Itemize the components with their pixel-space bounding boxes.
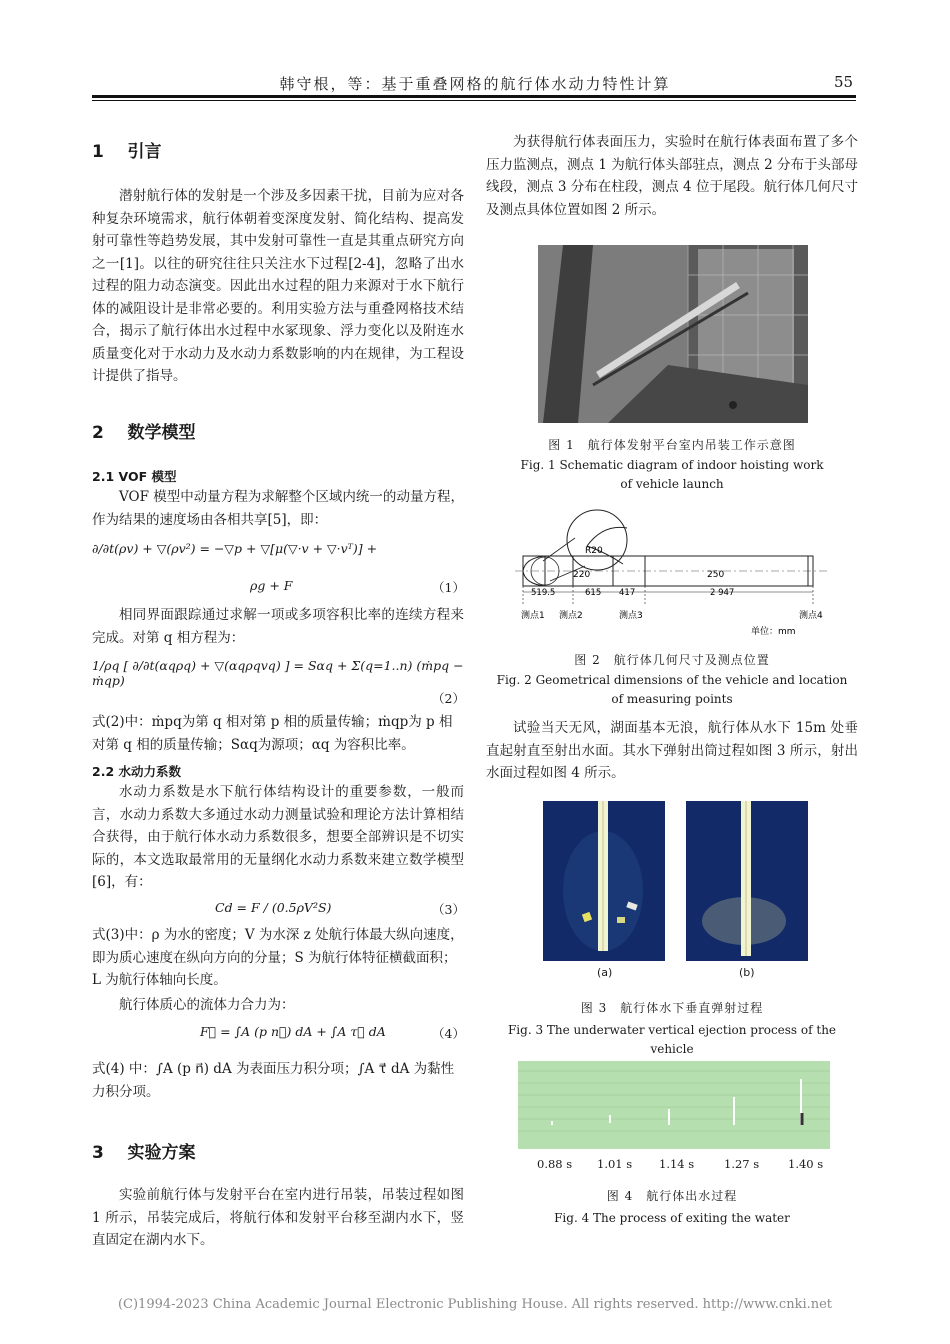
figure-2-diagram [515, 506, 830, 641]
section-1-heading [92, 137, 162, 162]
measuring-point-2: 测点2 [559, 611, 583, 621]
figure-1-caption-cn: 图 1 航行体发射平台室内吊装工作示意图 [548, 438, 796, 452]
equation-4-explanation: 式(4) 中：∫A (p n⃗) dA 为表面压力积分项；∫A τ⃗ dA 为黏性力积分项。 [92, 1061, 455, 1100]
equation-2-explanation: 式(2)中：ṁpq为第 q 相对第 p 相的质量传输；ṁqp为 p 相对第 q 相的质量传输；Sαq为源项；αq 为容积比率。 [92, 714, 453, 753]
figure-2-caption-cn: 图 2 航行体几何尺寸及测点位置 [574, 653, 770, 667]
hoisting-workshop-illustration [538, 245, 808, 423]
section-3-heading [92, 1138, 196, 1163]
unit-label: 单位：mm [751, 627, 796, 637]
equation-1-line-b: ρg + F [250, 578, 293, 593]
section-title: 实验方案 [127, 1143, 196, 1163]
page-number: 55 [834, 73, 854, 91]
section-number: 2 [92, 423, 104, 443]
figure-4-photo-strip [518, 1061, 830, 1149]
vof-paragraph: VOF 模型中动量方程为求解整个区域内统一的动量方程，作为结果的速度场由各相共享[5]，即： [92, 489, 464, 528]
equation-4: F⃗ = ∫A (p n⃗) dA + ∫A τ⃗ dA [200, 1024, 386, 1039]
experiment-paragraph-1: 实验前航行体与发射平台在室内进行吊装，吊装过程如图 1 所示，吊装完成后，将航行体和发射平台移至湖内水下，竖直固定在湖内水下。 [92, 1187, 464, 1248]
intro-paragraph: 潜射航行体的发射是一个涉及多因素干扰，目前为应对各种复杂环境需求，航行体朝着变深度发射、简化结构、提高发射可靠性等趋势发展，其中发射可靠性一直是其重点研究方向之一[1]。以往的研究往往只关注水下过程[2-4]，忽略了出水过程的阻力动态演变。因此出水过程的阻力来源对于水下航行体的减阻设计是非常必要的。利用实验方法与重叠网格技术结合，揭示了航行体出水过程中水冢现象、浮力变化以及附连水质量变化对于水动力及水动力系数影响的内在规律，为工程设计提供了指导。 [92, 188, 464, 384]
time-label: 0.88 s [537, 1157, 573, 1171]
figure-3a-photo [543, 801, 665, 961]
figure-3b-label: (b) [739, 966, 755, 979]
equation-3-number: （3） [432, 902, 465, 917]
measuring-point-3: 测点3 [619, 611, 643, 621]
continuity-paragraph: 相同界面跟踪通过求解一项或多项容积比率的连续方程来完成。对第 q 相方程为： [92, 607, 464, 646]
figure-3-caption-cn: 图 3 航行体水下垂直弹射过程 [580, 1001, 764, 1015]
figure-3-caption-en: Fig. 3 The underwater vertical ejection process of the vehicle [507, 1023, 837, 1056]
section-number: 3 [92, 1143, 104, 1163]
subsection-2-1: 2.1 VOF 模型 [92, 469, 177, 484]
coefficient-paragraph: 水动力系数是水下航行体结构设计的重要参数，一般而言，水动力系数大多通过水动力测量试验和理论方法计算相结合获得，由于航行体水动力系数很多，想要全部辨识是不切实际的，本文选取最常用的无量纲化水动力系数来建立数学模型[6]，有： [92, 784, 464, 890]
section-2-heading [92, 418, 196, 443]
time-label: 1.40 s [788, 1157, 824, 1171]
measuring-point-1: 测点1 [521, 611, 545, 621]
measuring-point-4: 测点4 [799, 611, 823, 621]
time-label: 1.01 s [597, 1157, 633, 1171]
copyright-footer: (C)1994-2023 China Academic Journal Electronic Publishing House. All rights reserved. http://www.cnki.net [117, 1297, 833, 1312]
dimension-220: 220 [573, 570, 591, 580]
pressure-points-paragraph: 为获得航行体表面压力，实验时在航行体表面布置了多个压力监测点，测点 1 为航行体头部驻点，测点 2 分布于头部母线段，测点 3 分布在柱段，测点 4 位于尾段。航行体几何尺寸及测点具体位置如图 2 所示。 [486, 134, 858, 218]
equation-1-line-a: ∂/∂t(ρv) + ▽(ρv²) = −▽p + ▽[μ(▽·v + ▽·vᵀ)] + [92, 541, 378, 556]
length-417: 417 [619, 588, 636, 598]
equation-3: Cd = F / (0.5ρV²S) [215, 900, 332, 915]
launch-description-paragraph: 试验当天无风，湖面基本无浪，航行体从水下 15m 处垂直起射直至射出水面。其水下弹射出筒过程如图 3 所示，射出水面过程如图 4 所示。 [486, 720, 858, 781]
section-title: 数学模型 [127, 423, 196, 443]
running-header-title: 韩守根，等：基于重叠网格的航行体水动力特性计算 [279, 75, 671, 93]
length-519: 519.5 [531, 588, 556, 598]
figure-3a-label: (a) [597, 966, 613, 979]
header-rule-thin [92, 100, 856, 101]
figure-1-caption-en-1: Fig. 1 Schematic diagram of indoor hoisting work [520, 458, 824, 472]
time-label: 1.14 s [659, 1157, 695, 1171]
dimension-250: 250 [707, 570, 725, 580]
figure-2-caption-en-1: Fig. 2 Geometrical dimensions of the vehicle and location [496, 673, 848, 687]
time-label: 1.27 s [724, 1157, 760, 1171]
equation-4-number: （4） [432, 1026, 465, 1041]
vehicle-geometry-drawing [515, 506, 830, 641]
length-615: 615 [585, 588, 602, 598]
equation-2-number: （2） [432, 691, 465, 706]
equation-1-number: （1） [432, 580, 465, 595]
subsection-2-2: 2.2 水动力系数 [92, 764, 181, 779]
figure-4-caption-en: Fig. 4 The process of exiting the water [554, 1211, 790, 1225]
figure-1-photo [538, 245, 808, 423]
equation-2: 1/ρq [ ∂/∂t(αqρq) + ▽(αqρqvq) ] = Sαq + Σ(q=1..n) (ṁpq − ṁqp) [92, 658, 464, 688]
resultant-force-paragraph: 航行体质心的流体力合力为： [119, 997, 295, 1013]
figure-3b-photo [686, 801, 808, 961]
header-rule-thick [92, 95, 856, 98]
figure-2-caption-en-2: of measuring points [611, 692, 733, 706]
equation-3-explanation: 式(3)中：ρ 为水的密度；V 为水深 z 处航行体最大纵向速度，即为质心速度在纵向方向的分量；S 为航行体特征横截面积；L 为航行体轴向长度。 [92, 927, 464, 988]
figure-4-caption-cn: 图 4 航行体出水过程 [606, 1189, 738, 1203]
radius-label: R20 [585, 546, 603, 556]
figure-1-caption-en-2: of vehicle launch [620, 477, 724, 491]
section-number: 1 [92, 142, 104, 162]
length-2947: 2 947 [710, 588, 735, 598]
section-title: 引言 [127, 142, 162, 162]
